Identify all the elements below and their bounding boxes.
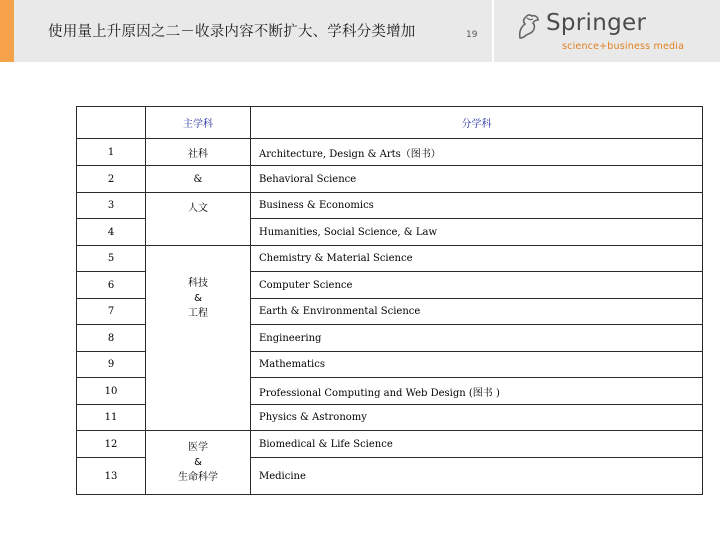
table-row [77, 431, 703, 458]
main-subject-sci-line1: 科技 [188, 278, 208, 289]
header-main-subject: 主学科 [146, 107, 251, 139]
table-row [77, 246, 703, 272]
row-number: 5 [77, 246, 146, 272]
header-accent-stripe [0, 0, 14, 62]
main-subject-science-engineering [146, 246, 251, 431]
sub-subject: Medicine [251, 458, 703, 495]
springer-logo-text: Springer [546, 10, 647, 36]
sub-subject: Computer Science [251, 272, 703, 299]
table-row [77, 166, 703, 193]
table-header-row [77, 107, 703, 139]
header-divider [492, 0, 494, 62]
sub-subject: Biomedical & Life Science [251, 431, 703, 458]
slide-number: 19 [466, 30, 478, 40]
header-no [77, 107, 146, 139]
sub-subject: Mathematics [251, 352, 703, 378]
main-subject-med-line2: & [194, 457, 202, 468]
sub-subject: Humanities, Social Science, & Law [251, 219, 703, 246]
springer-horse-icon [514, 12, 542, 42]
header-sub-subject: 分学科 [251, 107, 703, 139]
row-number: 11 [77, 405, 146, 431]
main-subject-amp: & [146, 166, 251, 193]
sub-subject: Chemistry & Material Science [251, 246, 703, 272]
row-number: 13 [77, 458, 146, 495]
main-subject-med-line1: 医学 [188, 442, 208, 453]
row-number: 7 [77, 299, 146, 325]
row-number: 9 [77, 352, 146, 378]
row-number: 6 [77, 272, 146, 299]
main-subject-social: 社科 [146, 139, 251, 166]
table-row [77, 193, 703, 219]
main-subject-sci-line2: & [194, 293, 202, 304]
sub-subject: Behavioral Science [251, 166, 703, 193]
row-number: 2 [77, 166, 146, 193]
subject-table [76, 106, 703, 495]
main-subject-medicine-life [146, 431, 251, 495]
sub-subject: Professional Computing and Web Design (图书 ) [251, 378, 703, 405]
sub-subject: Architecture, Design & Arts（图书） [251, 139, 703, 166]
row-number: 12 [77, 431, 146, 458]
main-subject-med-line3: 生命科学 [178, 472, 218, 483]
sub-subject: Business & Economics [251, 193, 703, 219]
row-number: 8 [77, 325, 146, 352]
main-subject-sci-line3: 工程 [188, 308, 208, 319]
main-subject-humanities: 人文 [146, 193, 251, 246]
row-number: 3 [77, 193, 146, 219]
slide-title: 使用量上升原因之二－收录内容不断扩大、学科分类增加 [48, 24, 416, 40]
row-number: 4 [77, 219, 146, 246]
sub-subject: Earth & Environmental Science [251, 299, 703, 325]
sub-subject: Engineering [251, 325, 703, 352]
table-row [77, 139, 703, 166]
row-number: 10 [77, 378, 146, 405]
springer-logo-tagline: science+business media [562, 41, 685, 52]
sub-subject: Physics & Astronomy [251, 405, 703, 431]
row-number: 1 [77, 139, 146, 166]
